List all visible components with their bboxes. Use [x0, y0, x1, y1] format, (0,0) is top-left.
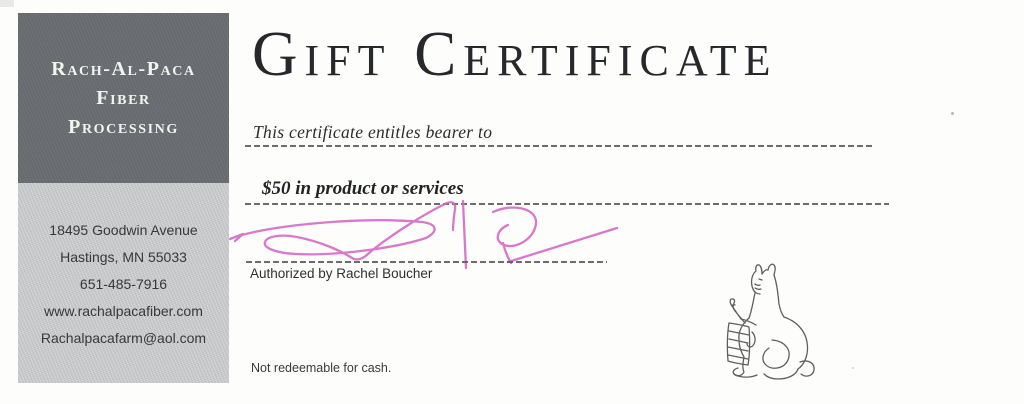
bearer-label: This certificate entitles bearer to: [253, 122, 493, 142]
email-address: Rachalpacafarm@aol.com: [40, 330, 207, 346]
business-name-line: Fiber: [96, 87, 151, 109]
disclaimer-text: Not redeemable for cash.: [251, 361, 392, 375]
amount-text: $50 in product or services: [262, 178, 464, 199]
scan-artifact-dot: [951, 112, 954, 115]
business-name-line: Rach-Al-Paca: [51, 58, 196, 80]
scan-artifact-smudge: [0, 0, 14, 7]
phone-number: 651-485-7916: [79, 276, 168, 292]
authorized-by-label: Authorized by Rachel Boucher: [250, 266, 433, 281]
signature-line: [246, 261, 607, 263]
business-name-line: Processing: [68, 116, 179, 138]
business-name-card: [18, 13, 229, 183]
scan-artifact-dot: [852, 367, 854, 369]
page-title: Gift Certificate: [252, 19, 778, 89]
handwritten-signature: [200, 196, 630, 276]
signature-strokes: [230, 201, 617, 268]
knitting-alpaca-drawing: [722, 262, 824, 396]
street-address: 18495 Goodwin Avenue: [49, 222, 198, 238]
city-state-zip: Hastings, MN 55033: [60, 249, 187, 265]
contact-info-card: [18, 183, 229, 383]
alpaca-sketch-strokes: [727, 264, 814, 379]
website-url: www.rachalpacafiber.com: [44, 303, 203, 319]
bearer-fill-in-line: [245, 145, 875, 147]
